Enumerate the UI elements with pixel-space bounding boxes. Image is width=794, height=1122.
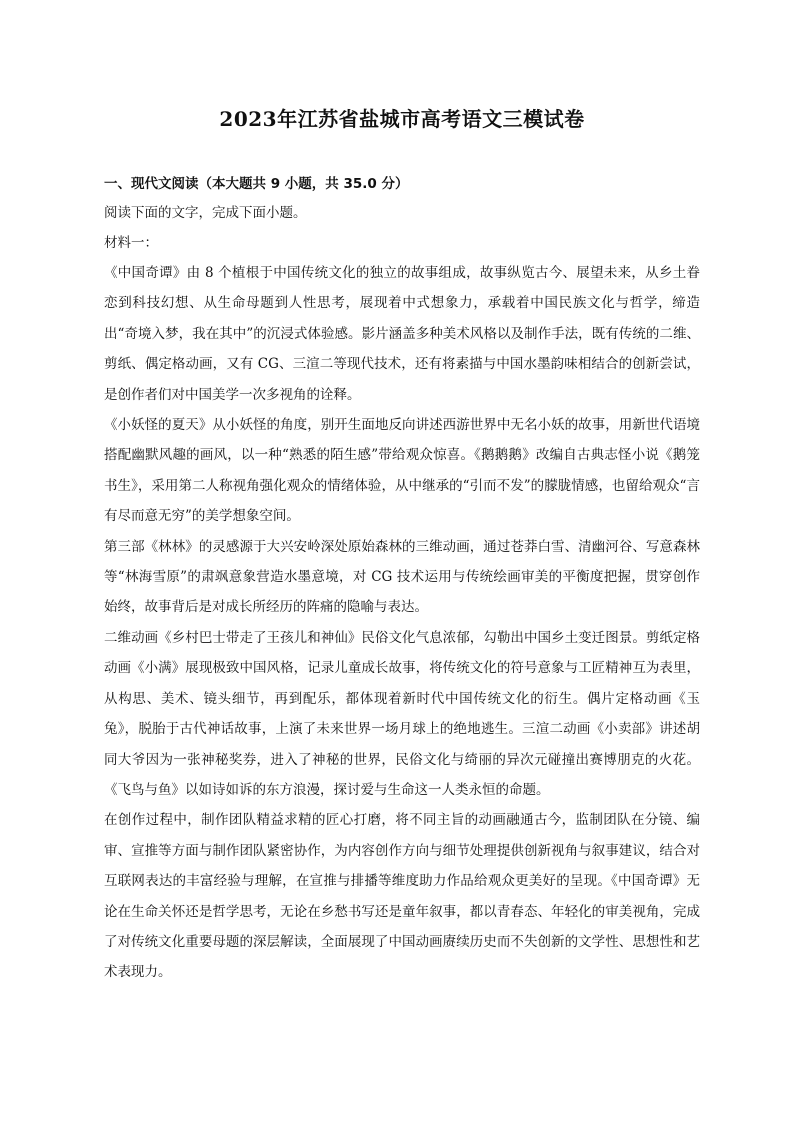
material-label: 材料一： [104, 235, 158, 251]
reading-instruction: 阅读下面的文字，完成下面小题。 [104, 205, 307, 221]
paragraph-5: 在创作过程中，制作团队精益求精的匠心打磨，将不同主旨的动画融通古今，监制团队在分镜、编审、宣推等方面与制作团队紧密协作，为内容创作方向与细节处理提供创新视角与叙事建议，结合对互联网表达的丰富经验与理解，在宣推与排播等维度助力作品给观众更美好的呈现。《中国奇谭》无论在生命关怀还是哲学思考，无论在乡愁书写还是童年叙事，都以青春态、年轻化的审美视角，完成了对传统文化重要母题的深层解读，全面展现了中国动画赓续历史而不失创新的文学性、思想性和艺术表现力。 [104, 812, 700, 981]
document-title: 2023年江苏省盐城市高考语文三模试卷 [219, 107, 585, 131]
paragraph-1: 《中国奇谭》由 8 个植根于中国传统文化的独立的故事组成，故事纵览古今、展望未来，从乡土眷恋到科技幻想、从生命母题到人性思考，展现着中式想象力，承载着中国民族文化与哲学，缔造出“奇境入梦，我在其中”的沉浸式体验感。影片涵盖多种美术风格以及制作手法，既有传统的二维、剪纸、偶定格动画，又有 CG、三渲二等现代技术，还有将素描与中国水墨韵味相结合的创新尝试，是创作者们对中国美学一次多视角的诠释。 [104, 265, 700, 403]
paragraph-2: 《小妖怪的夏天》从小妖怪的角度，别开生面地反向讲述西游世界中无名小妖的故事，用新世代语境搭配幽默风趣的画风，以一种“熟悉的陌生感”带给观众惊喜。《鹅鹅鹅》改编自古典志怪小说《鹅笼书生》，采用第二人称视角强化观众的情绪体验，从中继承的“引而不发”的朦胧情感，也留给观众“言有尽而意无穷”的美学想象空间。 [104, 417, 700, 525]
section-heading: 一、现代文阅读（本大题共 9 小题，共 35.0 分） [104, 176, 409, 192]
paragraph-3: 第三部《林林》的灵感源于大兴安岭深处原始森林的三维动画，通过苍莽白雪、清幽河谷、写意森林等“林海雪原”的肃飒意象营造水墨意境，对 CG 技术运用与传统绘画审美的平衡度把握，贯穿创作始终，故事背后是对成长所经历的阵痛的隐喻与表达。 [104, 538, 700, 616]
paragraph-4: 二维动画《乡村巴士带走了王孩儿和神仙》民俗文化气息浓郁，勾勒出中国乡土变迁图景。剪纸定格动画《小满》展现极致中国风格，记录儿童成长故事，将传统文化的符号意象与工匠精神互为表里，从构思、美术、镜头细节，再到配乐，都体现着新时代中国传统文化的衍生。偶片定格动画《玉兔》，脱胎于古代神话故事，上演了未来世界一场月球上的绝地逃生。三渲二动画《小卖部》讲述胡同大爷因为一张神秘奖券，进入了神秘的世界，民俗文化与绮丽的异次元碰撞出赛博朋克的火花。《飞鸟与鱼》以如诗如诉的东方浪漫，探讨爱与生命这一人类永恒的命题。 [104, 629, 700, 798]
